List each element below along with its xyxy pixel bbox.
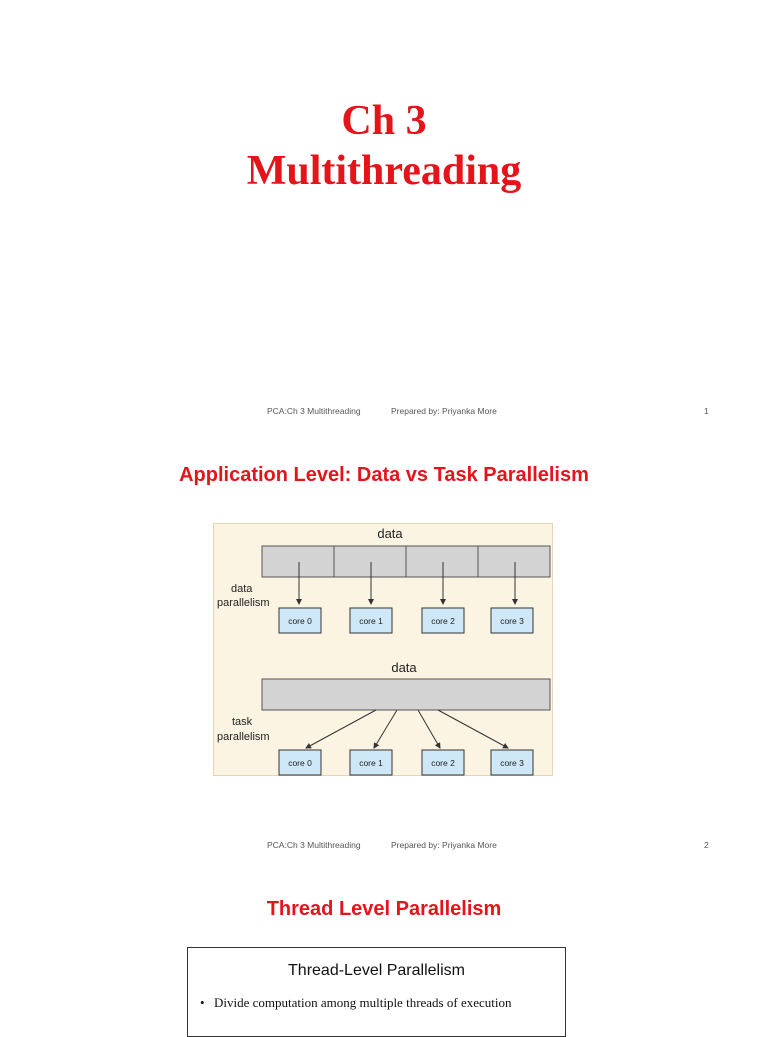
slide-heading: Application Level: Data vs Task Parallelism: [179, 464, 589, 486]
core-label: core 0: [288, 616, 312, 626]
core-label: core 0: [288, 758, 312, 768]
data-bar-whole: [262, 679, 550, 710]
task-arrow: [418, 710, 440, 748]
title-line-1: Ch 3: [341, 98, 427, 144]
bullet-dot-icon: •: [200, 995, 205, 1010]
core-label: core 1: [359, 616, 383, 626]
core-label: core 2: [431, 758, 455, 768]
page-number: 1: [704, 406, 709, 416]
core-label: core 3: [500, 758, 524, 768]
task-arrow: [374, 710, 397, 748]
page-number: 2: [704, 840, 709, 850]
embedded-slide-title: Thread-Level Parallelism: [288, 962, 465, 979]
data-parallelism-label-1: data: [231, 583, 253, 595]
task-arrow: [306, 710, 376, 748]
task-parallelism-label-2: parallelism: [217, 731, 270, 743]
task-parallelism-label-1: task: [232, 716, 253, 728]
bullet-item: [200, 995, 530, 1011]
core-label: core 1: [359, 758, 383, 768]
slide-heading: Thread Level Parallelism: [266, 898, 502, 920]
top-data-label: data: [377, 526, 403, 541]
core-label: core 3: [500, 616, 524, 626]
footer-course: PCA:Ch 3 Multithreading: [267, 840, 361, 850]
footer-course: PCA:Ch 3 Multithreading: [267, 406, 361, 416]
slide-footer: [0, 840, 768, 854]
slide-3: [0, 868, 768, 1024]
slide-1: [0, 0, 768, 434]
data-vs-task-parallelism-diagram: [213, 523, 553, 776]
title-line-2: Multithreading: [246, 148, 522, 194]
slide-2: [0, 434, 768, 868]
task-arrow: [438, 710, 508, 748]
footer-author: Prepared by: Priyanka More: [391, 840, 497, 850]
slide-footer: [0, 406, 768, 420]
bottom-data-label: data: [391, 660, 417, 675]
diagram-svg: [214, 524, 554, 777]
slide-title: [0, 96, 768, 196]
bullet-text: Divide computation among multiple threads of execution: [214, 995, 512, 1010]
footer-author: Prepared by: Priyanka More: [391, 406, 497, 416]
data-parallelism-label-2: parallelism: [217, 597, 270, 609]
core-label: core 2: [431, 616, 455, 626]
